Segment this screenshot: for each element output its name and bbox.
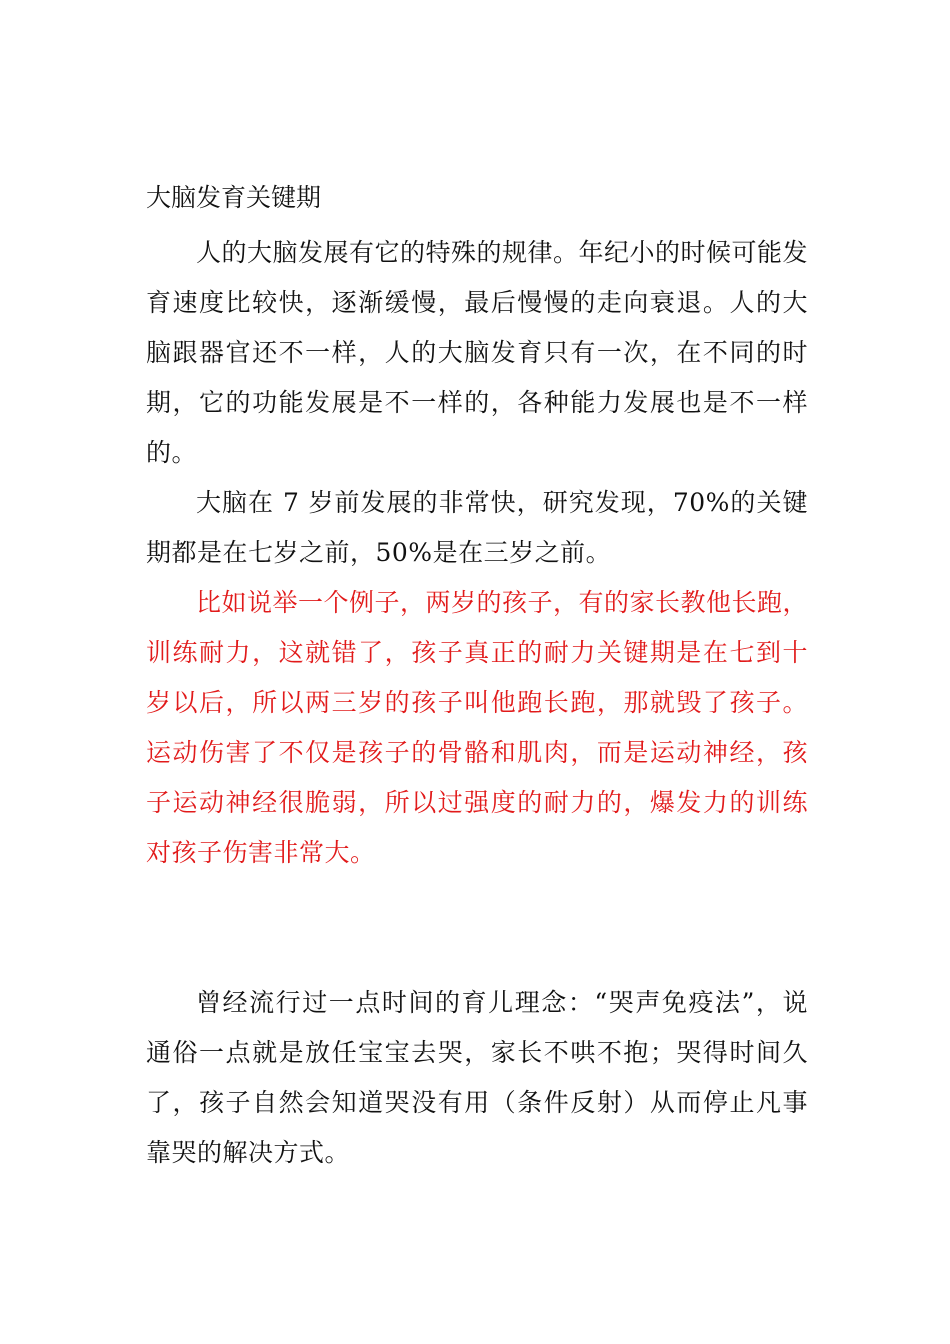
paragraph-cry-immunity: 曾经流行过一点时间的育儿理念：“哭声免疫法”，说通俗一点就是放任宝宝去哭，家长不哄不抱；哭得时间久了，孩子自然会知道哭没有用（条件反射）从而停止凡事靠哭的解决方式。 xyxy=(146,988,808,1167)
document-page xyxy=(146,178,808,1178)
paragraph-endurance-example: 比如说举一个例子，两岁的孩子，有的家长教他长跑，训练耐力，这就错了，孩子真正的耐力关键期是在七到十岁以后，所以两三岁的孩子叫他跑长跑，那就毁了孩子。运动伤害了不仅是孩子的骨骼和肌肉，而是运动神经，孩子运动神经很脆弱，所以过强度的耐力的，爆发力的训练对孩子伤害非常大。 xyxy=(146,588,809,867)
document-title: 大脑发育关键期 xyxy=(146,183,322,212)
paragraph-brain-development: 人的大脑发展有它的特殊的规律。年纪小的时候可能发育速度比较快，逐渐缓慢，最后慢慢的走向衰退。人的大脑跟器官还不一样，人的大脑发育只有一次，在不同的时期，它的功能发展是不一样的，各种能力发展也是不一样的。 xyxy=(146,238,809,467)
paragraph-critical-period-stats: 大脑在 7 岁前发展的非常快，研究发现，70%的关键期都是在七岁之前，50%是在三岁之前。 xyxy=(146,488,808,567)
section-gap xyxy=(146,878,808,978)
